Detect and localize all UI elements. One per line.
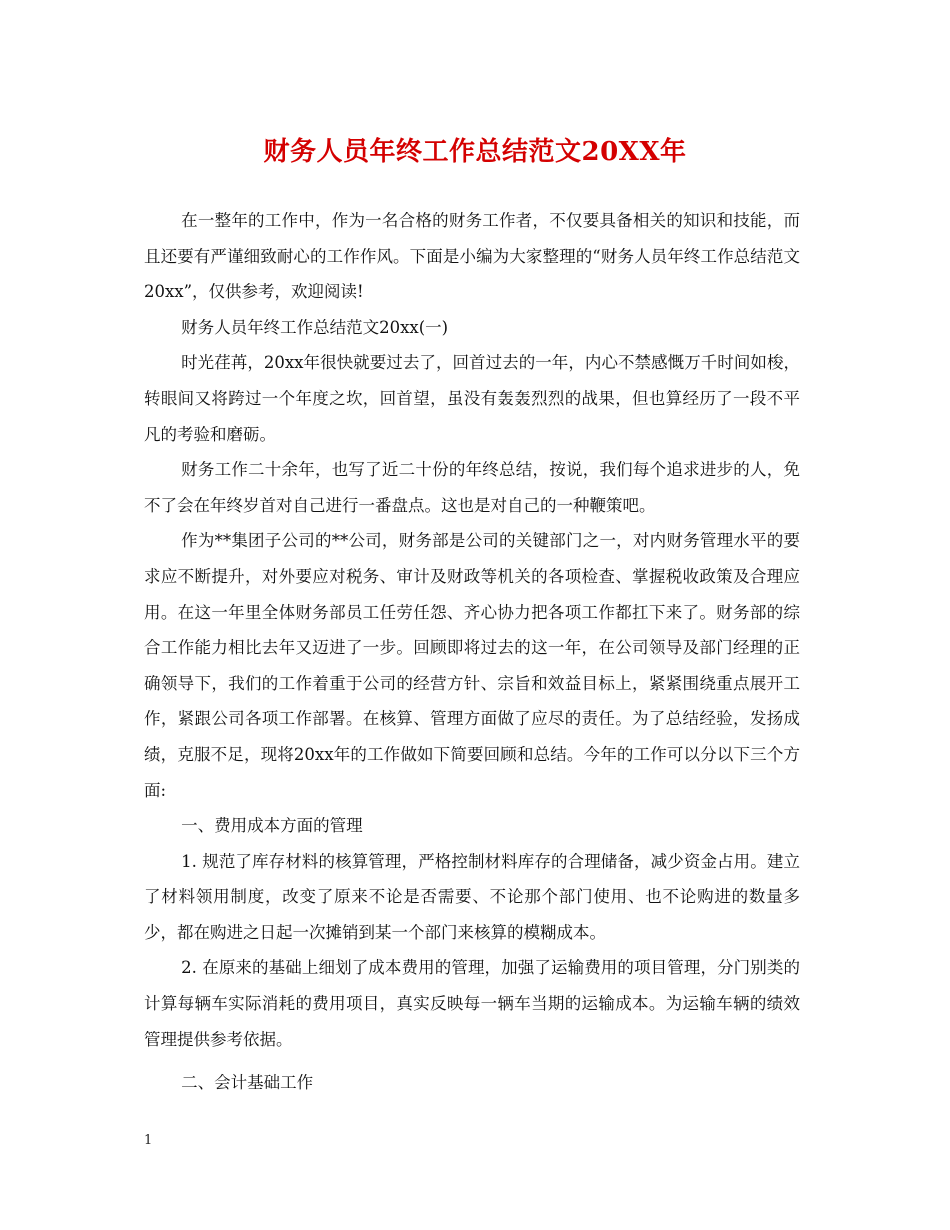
paragraph-twenty-years: 财务工作二十余年，也写了近二十份的年终总结，按说，我们每个追求进步的人，免不了会在年终岁首对自己进行一番盘点。这也是对自己的一种鞭策吧。: [144, 460, 800, 515]
section-heading-cost-management: 一、费用成本方面的管理: [181, 816, 363, 836]
document-title: 财务人员年终工作总结范文20XX年: [263, 137, 687, 167]
paragraph-intro: 在一整年的工作中，作为一名合格的财务工作者，不仅要具备相关的知识和技能，而且还要有严谨细致耐心的工作作风。下面是小编为大家整理的“财务人员年终工作总结范文20xx”，仅供参考，欢迎阅读!: [144, 211, 800, 302]
document-body: [144, 203, 800, 1101]
section-heading-accounting-basics: 二、会计基础工作: [181, 1073, 314, 1093]
section-heading-part-one: 财务人员年终工作总结范文20xx(一): [181, 317, 449, 337]
paragraph-item-1: 1. 规范了库存材料的核算管理，严格控制材料库存的合理储备，减少资金占用。建立了材料领用制度，改变了原来不论是否需要、不论那个部门使用、也不论购进的数量多少，都在购进之日起一次摊销到某一个部门来核算的模糊成本。: [144, 851, 800, 942]
paragraph-time-passing: 时光荏苒，20xx年很快就要过去了，回首过去的一年，内心不禁感慨万千时间如梭，转眼间又将跨过一个年度之坎，回首望，虽没有轰轰烈烈的战果，但也算经历了一段不平凡的考验和磨砺。: [144, 353, 800, 444]
paragraph-item-2: 2. 在原来的基础上细划了成本费用的管理，加强了运输费用的项目管理，分门别类的计算每辆车实际消耗的费用项目，真实反映每一辆车当期的运输成本。为运输车辆的绩效管理提供参考依据。: [144, 958, 800, 1049]
page-number: 1: [144, 1133, 153, 1148]
paragraph-department-overview: 作为**集团子公司的**公司，财务部是公司的关键部门之一，对内财务管理水平的要求应不断提升，对外要应对税务、审计及财政等机关的各项检查、掌握税收政策及合理应用。在这一年里全体财务部员工任劳任怨、齐心协力把各项工作都扛下来了。财务部的综合工作能力相比去年又迈进了一步。回顾即将过去的这一年，在公司领导及部门经理的正确领导下，我们的工作着重于公司的经营方针、宗旨和效益目标上，紧紧围绕重点展开工作，紧跟公司各项工作部署。在核算、管理方面做了应尽的责任。为了总结经验，发扬成绩，克服不足，现将20xx年的工作做如下简要回顾和总结。今年的工作可以分以下三个方面:: [144, 531, 800, 800]
